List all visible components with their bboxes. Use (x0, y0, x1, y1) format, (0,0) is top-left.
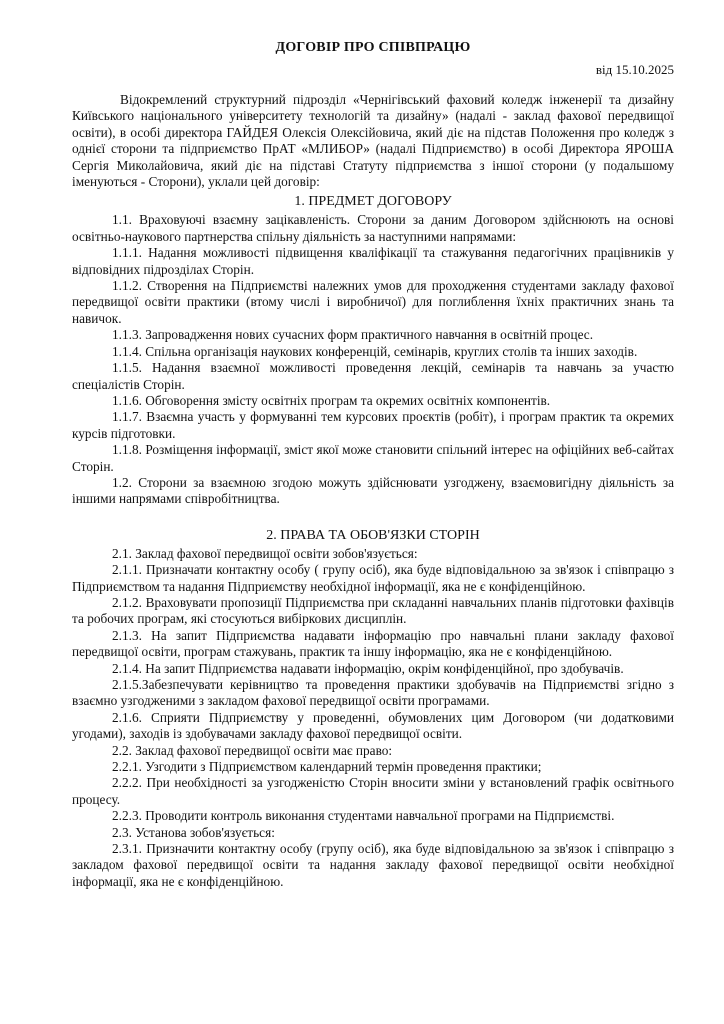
clause-1-1-5: 1.1.5. Надання взаємної можливості проведення лекцій, семінарів та навчань за участю спеціалістів Сторін. (72, 360, 674, 392)
document-date: від 15.10.2025 (595, 62, 674, 77)
clause-1-1-7: 1.1.7. Взаємна участь у формуванні тем курсових проєктів (робіт), і програм практик та окремих курсів підготовки. (72, 409, 674, 441)
clause-2-1-4: 2.1.4. На запит Підприємства надавати інформацію, окрім конфіденційної, про здобувачів. (112, 660, 624, 676)
clause-2-1-3: 2.1.3. На запит Підприємства надавати інформацію про навчальні плани закладу фахової передвищої освіти, програм стажувань, практик та іншу інформацію, яка не є конфіденційною. (72, 627, 674, 660)
clause-2-3-1: 2.3.1. Призначити контактну особу (групу осіб), яка буде відповідальною за зв'язок і співпрацю з закладом фахової передвищої освіти та надання закладу фахової передвищої освіти необхідної інформації, яка не є конфіденційною. (72, 841, 674, 889)
clause-2-2-1: 2.2.1. Узгодити з Підприємством календарний термін проведення практики; (112, 759, 542, 775)
clause-1-1: 1.1. Враховуючі взаємну зацікавленість. Сторони за даним Договором здійснюють на основі освітньо-наукового партнерства спільну діяльність за наступними напрямами: (72, 212, 674, 244)
section-gap (72, 508, 674, 524)
clause-1-1-6: 1.1.6. Обговорення змісту освітніх програм та окремих освітніх компонентів. (112, 392, 551, 408)
clause-1-2: 1.2. Сторони за взаємною згодою можуть здійснювати узгоджену, взаємовигідну діяльність за іншими напрямами співробітництва. (72, 474, 674, 507)
clause-2-3: 2.3. Установа зобов'язується: (112, 824, 275, 840)
section-1-heading: 1. ПРЕДМЕТ ДОГОВОРУ (294, 194, 452, 210)
clause-2-1-2: 2.1.2. Враховувати пропозиції Підприємства при складанні навчальних планів підготовки фахівців та робочих програм, які стосуються вибіркових дисциплін. (72, 594, 674, 627)
clause-1-1-4: 1.1.4. Спільна організація наукових конференцій, семінарів, круглих столів та інших заходів. (112, 343, 638, 359)
clause-2-2-2: 2.2.2. При необхідності за узгодженістю Сторін вносити зміни у встановлений графік освітнього процесу. (72, 775, 674, 807)
clause-2-2: 2.2. Заклад фахової передвищої освіти має право: (112, 742, 393, 758)
intro-paragraph: Відокремлений структурний підрозділ «Чернігівський фаховий коледж інженерії та дизайну Київського національного університету технологій та дизайну» (надалі - заклад фахової передвищої освіти), в особі директора ГАЙДЕЯ Олексія Олексійовича, який діє на підстав Положення про коледж з однієї сторони та підприємство ПрАТ «МЛИБОР» (надалі Підприємство) в особі Директора ЯРОША Сергія Миколайовича, який діє на підставі Статуту підприємства з іншої сторони (у подальшому іменуються - Сторони), уклали цей договір: (72, 92, 674, 190)
clause-2-2-3: 2.2.3. Проводити контроль виконання студентами навчальної програми на Підприємстві. (112, 808, 615, 824)
document-title: ДОГОВІР ПРО СПІВПРАЦЮ (275, 40, 471, 55)
clause-2-1-5: 2.1.5.Забезпечувати керівництво та проведення практики здобувачів на Підприємстві згідно з взаємно узгодженими з закладом фахової передвищої освіти програмами. (72, 677, 674, 709)
clause-2-1: 2.1. Заклад фахової передвищої освіти зобов'язується: (112, 545, 418, 561)
clause-1-1-2: 1.1.2. Створення на Підприємстві належних умов для проходження студентами закладу фахової передвищої освіти практики (втому числі і виробничої) для поглиблення їхніх практичних знань та навичок. (72, 278, 674, 326)
clause-1-1-1: 1.1.1. Надання можливості підвищення кваліфікації та стажування педагогічних працівників у відповідних підрозділах Сторін. (72, 245, 674, 277)
clause-1-1-8: 1.1.8. Розміщення інформації, зміст якої може становити спільний інтерес на офіційних веб-сайтах Сторін. (72, 442, 674, 474)
clause-2-1-6: 2.1.6. Сприяти Підприємству у проведенні, обумовлених цим Договором (чи додатковими угодами), заходів із здобувачами закладу фахової передвищої освіти. (72, 709, 674, 742)
section-2-heading: 2. ПРАВА ТА ОБОВ'ЯЗКИ СТОРІН (266, 527, 480, 543)
clause-1-1-3: 1.1.3. Запровадження нових сучасних форм практичного навчання в освітній процес. (112, 327, 594, 343)
clause-2-1-1: 2.1.1. Призначати контактну особу ( групу осіб), яка буде відповідальною за зв'язок і співпрацю з Підприємством та надання Підприємству необхідної інформації, яка не є конфіденційною. (72, 562, 674, 594)
